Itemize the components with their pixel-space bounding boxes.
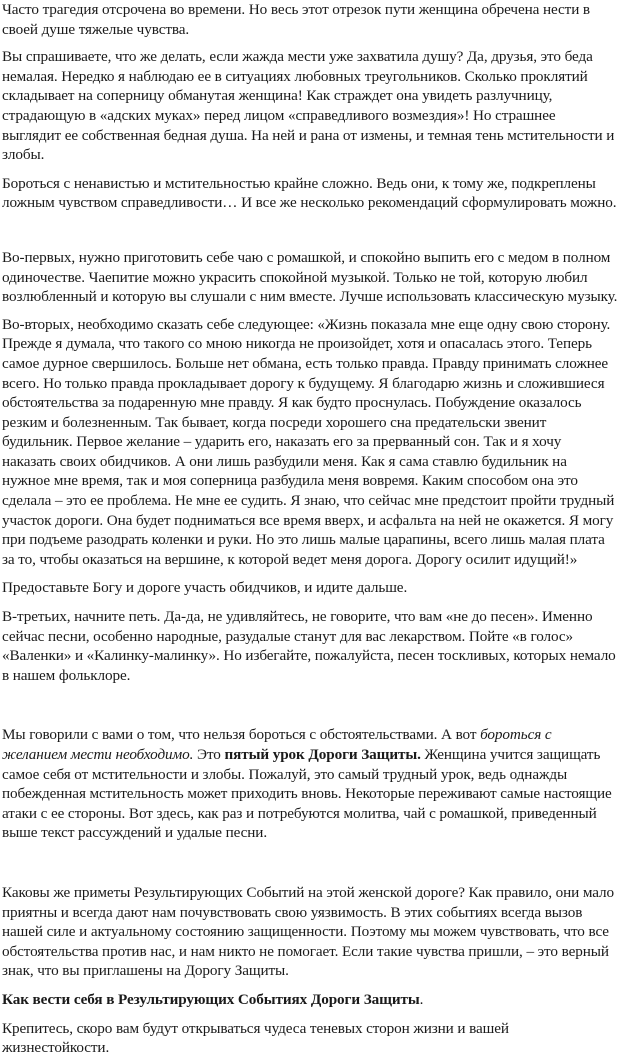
paragraph-tragedy: Часто трагедия отсрочена во времени. Но весь этот отрезок пути женщина обречена нести в своей душе тяжелые чувства. — [2, 1, 591, 38]
lesson-text-start: Мы говорили с вами о том, что нельзя бороться с обстоятельствами. А вот — [2, 726, 481, 744]
paragraph-first-tea: Во-первых, нужно приготовить себе чаю с ромашкой, и спокойно выпить его с медом в полном одиночестве. Чаепитие можно украсить спокойной музыкой. Только не той, которую любил возлюбленный и которую вы слушали с ним вместе. Лучше использовать классическую музыку. — [2, 248, 618, 306]
lesson-text-mid: Это — [193, 746, 225, 763]
paragraph-fifth-lesson — [2, 725, 618, 843]
paragraph-signs-of-events: Каковы же приметы Результирующих Событий на этой женской дороге? Как правило, они мало приятны и всегда дают нам почувствовать свою уязвимость. В этих событиях всегда вызов нашей силе и актуальному состоянию защищенности. Поэтому мы можем чувствовать, что все обстоятельства против нас, и нам никто не помогает. Если такие чувства пришли, – это верный знак, что вы приглашены на Дорогу Защиты. — [2, 883, 615, 980]
section-heading-period: . — [419, 990, 424, 1008]
lesson-italic-phrase: бороться с желанием мести необходимо. — [2, 726, 552, 763]
lesson-text-end: Женщина учится защищать самое себя от мстительности и злобы. Пожалуй, это самый трудный урок, ведь однажды побежденная мстительность может приходить вновь. Некоторые переживают самые настоящие атаки с ее стороны. Вот здесь, как раз и потребуются молитва, чай с ромашкой, приведенный выше текст рассуждений и удалые песни. — [2, 746, 612, 842]
document-page — [2, 0, 618, 1058]
paragraph-third-sing: В-третьих, начните петь. Да-да, не удивляйтесь, не говорите, что вам «не до песен». Именно сейчас песни, особенно народные, разудалые станут для вас лекарством. Пойте «в голос» «Валенки» и «Калинку-малинку». Но избегайте, пожалуйста, песен тоскливых, которых немало в нашем фольклоре. — [2, 608, 616, 684]
paragraph-fight-hatred: Бороться с ненавистью и мстительностью крайне сложно. Ведь они, к тому же, подкреплены ложным чувством справедливости… И все же несколько рекомендаций сформулировать можно. — [2, 174, 617, 212]
paragraph-leave-to-god: Предоставьте Богу и дороге участь обидчиков, и идите дальше. — [2, 579, 408, 597]
paragraph-revenge-question: Вы спрашиваете, что же делать, если жажда мести уже захватила душу? Да, друзья, это беда немалая. Нередко я наблюдаю ее в ситуациях любовных треугольников. Сколько проклятий складывает на соперницу обманутая женщина! Как страждет она увидеть разлучницу, страдающую в «адских муках» перед лицом «справедливого возмездия»! Но страшнее выглядит ее собственная бедная душа. На ней и рана от измены, и темная тень мстительности и злобы. — [2, 48, 615, 164]
lesson-bold-title: пятый урок Дороги Защиты. — [224, 746, 421, 763]
paragraph-second-truth: Во-вторых, необходимо сказать себе следующее: «Жизнь показала мне еще одну свою сторону. Прежде я думала, что такого со мною никогда не произойдет, хотя и опасалась этого. Теперь самое дурное свершилось. Больше нет обмана, есть только правда. Правду принимать сложнее всего. Но только правда прокладывает дорогу к будущему. Я благодарю жизнь и сложившиеся обстоятельства за подаренную мне правду. Я как будто проснулась. Побуждение оказалось резким и болезненным. Так бывает, когда посреди хорошего сна предательски звенит будильник. Первое желание – ударить его, наказать его за прерванный сон. Так и я хочу наказать своих обидчиков. А они лишь разбудили меня. Как я сама ставлю будильник на нужное мне время, так и моя соперница разбудила меня вовремя. Каким способом она это сделала – это ее проблема. Не мне ее судить. Я знаю, что сейчас мне предстоит пройти трудный участок дороги. Она будет подниматься все время вверх, и асфальта на ней не окажется. Я могу при подъеме разодрать коленки и руки. Но это лишь малые царапины, всего лишь малая плата за то, чтобы оказаться на вершине, к которой ведет меня дорога. Дорогу осилит идущий!» — [2, 315, 615, 568]
section-heading — [2, 990, 618, 1010]
paragraph-be-strong: Крепитесь, скоро вам будут открываться чудеса теневых сторон жизни и вашей жизнестойкости. — [2, 1019, 509, 1057]
section-heading-text: Как вести себя в Результирующих Событиях Дороги Защиты — [2, 990, 420, 1008]
